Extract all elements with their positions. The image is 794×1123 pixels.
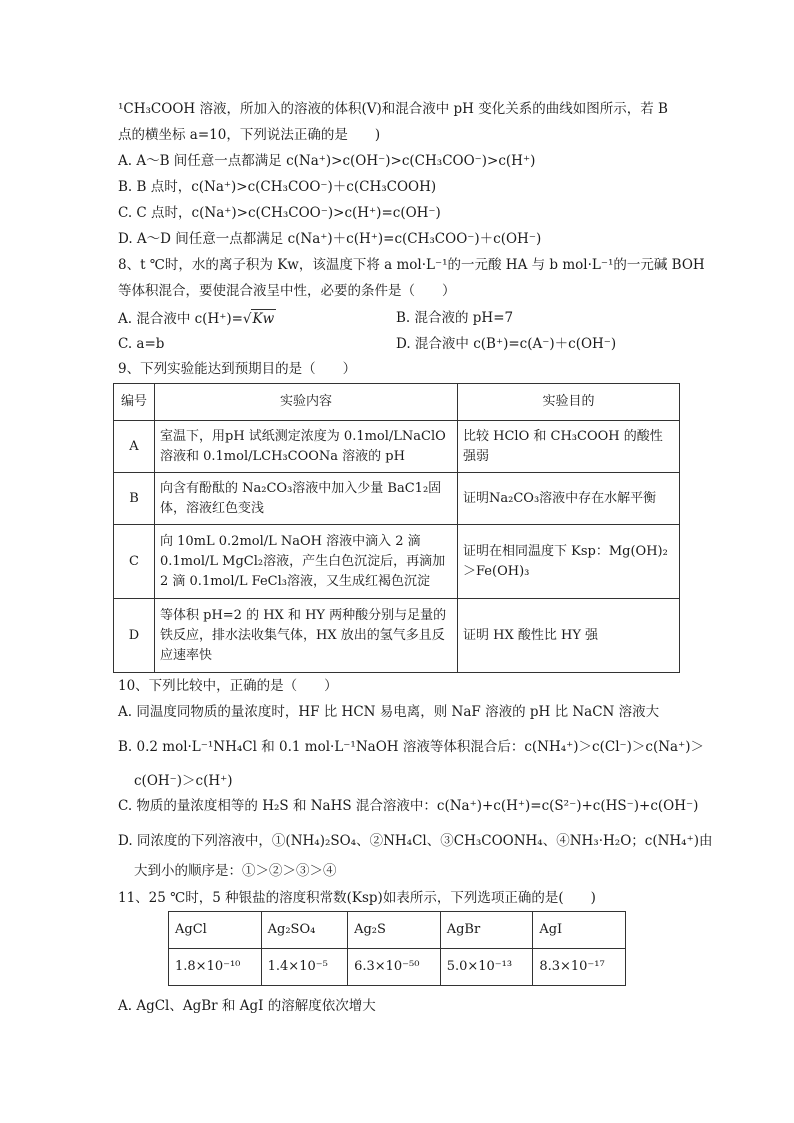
q8-option-a [118,309,276,328]
q7-stem-line2: 点的横坐标 a=10，下列说法正确的是 ) [118,127,381,143]
row-id: A [114,421,155,473]
q10-stem: 10、下列比较中，正确的是（ ） [118,678,338,694]
q9-experiment-table [113,383,680,673]
table-row [114,421,680,473]
q8-stem-line2: 等体积混合，要使混合液呈中性，必要的条件是（ ） [118,283,456,299]
header-number: 编号 [114,384,155,421]
q11-stem: 11、25 ℃时，5 种银盐的溶度积常数(Ksp)如表所示，下列选项正确的是( ) [118,890,596,906]
row-purpose: 证明在相同温度下 Ksp：Mg(OH)₂＞Fe(OH)₃ [458,525,680,599]
q7-option-a: A. A～B 间任意一点都满足 c(Na⁺)>c(OH⁻)>c(CH₃COO⁻)>c(H⁺) [118,153,536,169]
salt-cell: Ag₂S [348,912,441,949]
row-content: 向含有酚酞的 Na₂CO₃溶液中加入少量 BaC1₂固体，溶液红色变浅 [155,473,458,525]
row-purpose: 证明Na₂CO₃溶液中存在水解平衡 [458,473,680,525]
table-row [114,473,680,525]
table-row-ksp [169,949,626,986]
q11-ksp-table [168,911,626,986]
row-content: 向 10mL 0.2mol/L NaOH 溶液中滴入 2 滴 0.1mol/L MgCl₂溶液，产生白色沉淀后，再滴加 2 滴 0.1mol/L FeCl₃溶液，又生成红褐色沉淀 [155,525,458,599]
q8-option-a-radicand: Kw [252,311,275,327]
row-purpose: 证明 HX 酸性比 HY 强 [458,599,680,673]
q7-option-d: D. A～D 间任意一点都满足 c(Na⁺)＋c(H⁺)=c(CH₃COO⁻)＋c(OH⁻) [118,231,542,247]
table-header-row [114,384,680,421]
q8-stem-line1: 8、t ℃时，水的离子积为 Kw，该温度下将 a mol·L⁻¹的一元酸 HA 与 b mol·L⁻¹的一元碱 BOH [118,257,705,273]
header-content: 实验内容 [155,384,458,421]
salt-cell: AgI [533,912,626,949]
row-id: D [114,599,155,673]
row-id: C [114,525,155,599]
salt-cell: AgCl [169,912,262,949]
q8-option-d: D. 混合液中 c(B⁺)=c(A⁻)＋c(OH⁻) [396,336,617,352]
q7-option-c: C. C 点时，c(Na⁺)>c(CH₃COO⁻)>c(H⁺)=c(OH⁻) [118,205,441,221]
ksp-cell: 6.3×10⁻⁵⁰ [348,949,441,986]
q7-stem-line1: ¹CH₃COOH 溶液，所加入的溶液的体积(V)和混合液中 pH 变化关系的曲线如图所示，若 B [118,101,668,117]
ksp-cell: 5.0×10⁻¹³ [440,949,533,986]
q11-option-a: A. AgCl、AgBr 和 AgI 的溶解度依次增大 [118,998,376,1014]
q10-option-d-line2: 大到小的顺序是：①＞②＞③＞④ [134,863,337,879]
q7-option-b: B. B 点时，c(Na⁺)>c(CH₃COO⁻)＋c(CH₃COOH) [118,179,437,195]
ksp-cell: 1.8×10⁻¹⁰ [169,949,262,986]
table-row [114,525,680,599]
q10-option-d-line1: D. 同浓度的下列溶液中，①(NH₄)₂SO₄、②NH₄Cl、③CH₃COONH₄、④NH₃·H₂O；c(NH₄⁺)由 [118,833,713,849]
table-row [114,599,680,673]
q9-stem: 9、下列实验能达到预期目的是（ ） [118,361,357,377]
table-row-salts [169,912,626,949]
salt-cell: AgBr [440,912,533,949]
q10-option-a: A. 同温度同物质的量浓度时，HF 比 HCN 易电离，则 NaF 溶液的 pH 比 NaCN 溶液大 [118,704,660,720]
q10-option-c: C. 物质的量浓度相等的 H₂S 和 NaHS 混合溶液中：c(Na⁺)+c(H⁺)=c(S²⁻)+c(HS⁻)+c(OH⁻) [118,798,699,814]
q8-option-c: C. a=b [118,336,165,352]
row-id: B [114,473,155,525]
row-content: 等体积 pH=2 的 HX 和 HY 两种酸分别与足量的铁反应，排水法收集气体，HX 放出的氢气多且反应速率快 [155,599,458,673]
row-purpose: 比较 HClO 和 CH₃COOH 的酸性强弱 [458,421,680,473]
salt-cell: Ag₂SO₄ [261,912,347,949]
q8-option-b: B. 混合液的 pH=7 [396,310,514,326]
header-purpose: 实验目的 [458,384,680,421]
q10-option-b-line1: B. 0.2 mol·L⁻¹NH₄Cl 和 0.1 mol·L⁻¹NaOH 溶液等体积混合后：c(NH₄⁺)＞c(Cl⁻)＞c(Na⁺)＞ [118,739,704,755]
row-content: 室温下，用pH 试纸测定浓度为 0.1mol/LNaClO 溶液和 0.1mol/LCH₃COONa 溶液的 pH [155,421,458,473]
ksp-cell: 8.3×10⁻¹⁷ [533,949,626,986]
q8-option-a-text: A. 混合液中 c(H⁺)=√ [118,311,252,327]
ksp-cell: 1.4×10⁻⁵ [261,949,347,986]
q10-option-b-line2: c(OH⁻)＞c(H⁺) [134,773,233,789]
